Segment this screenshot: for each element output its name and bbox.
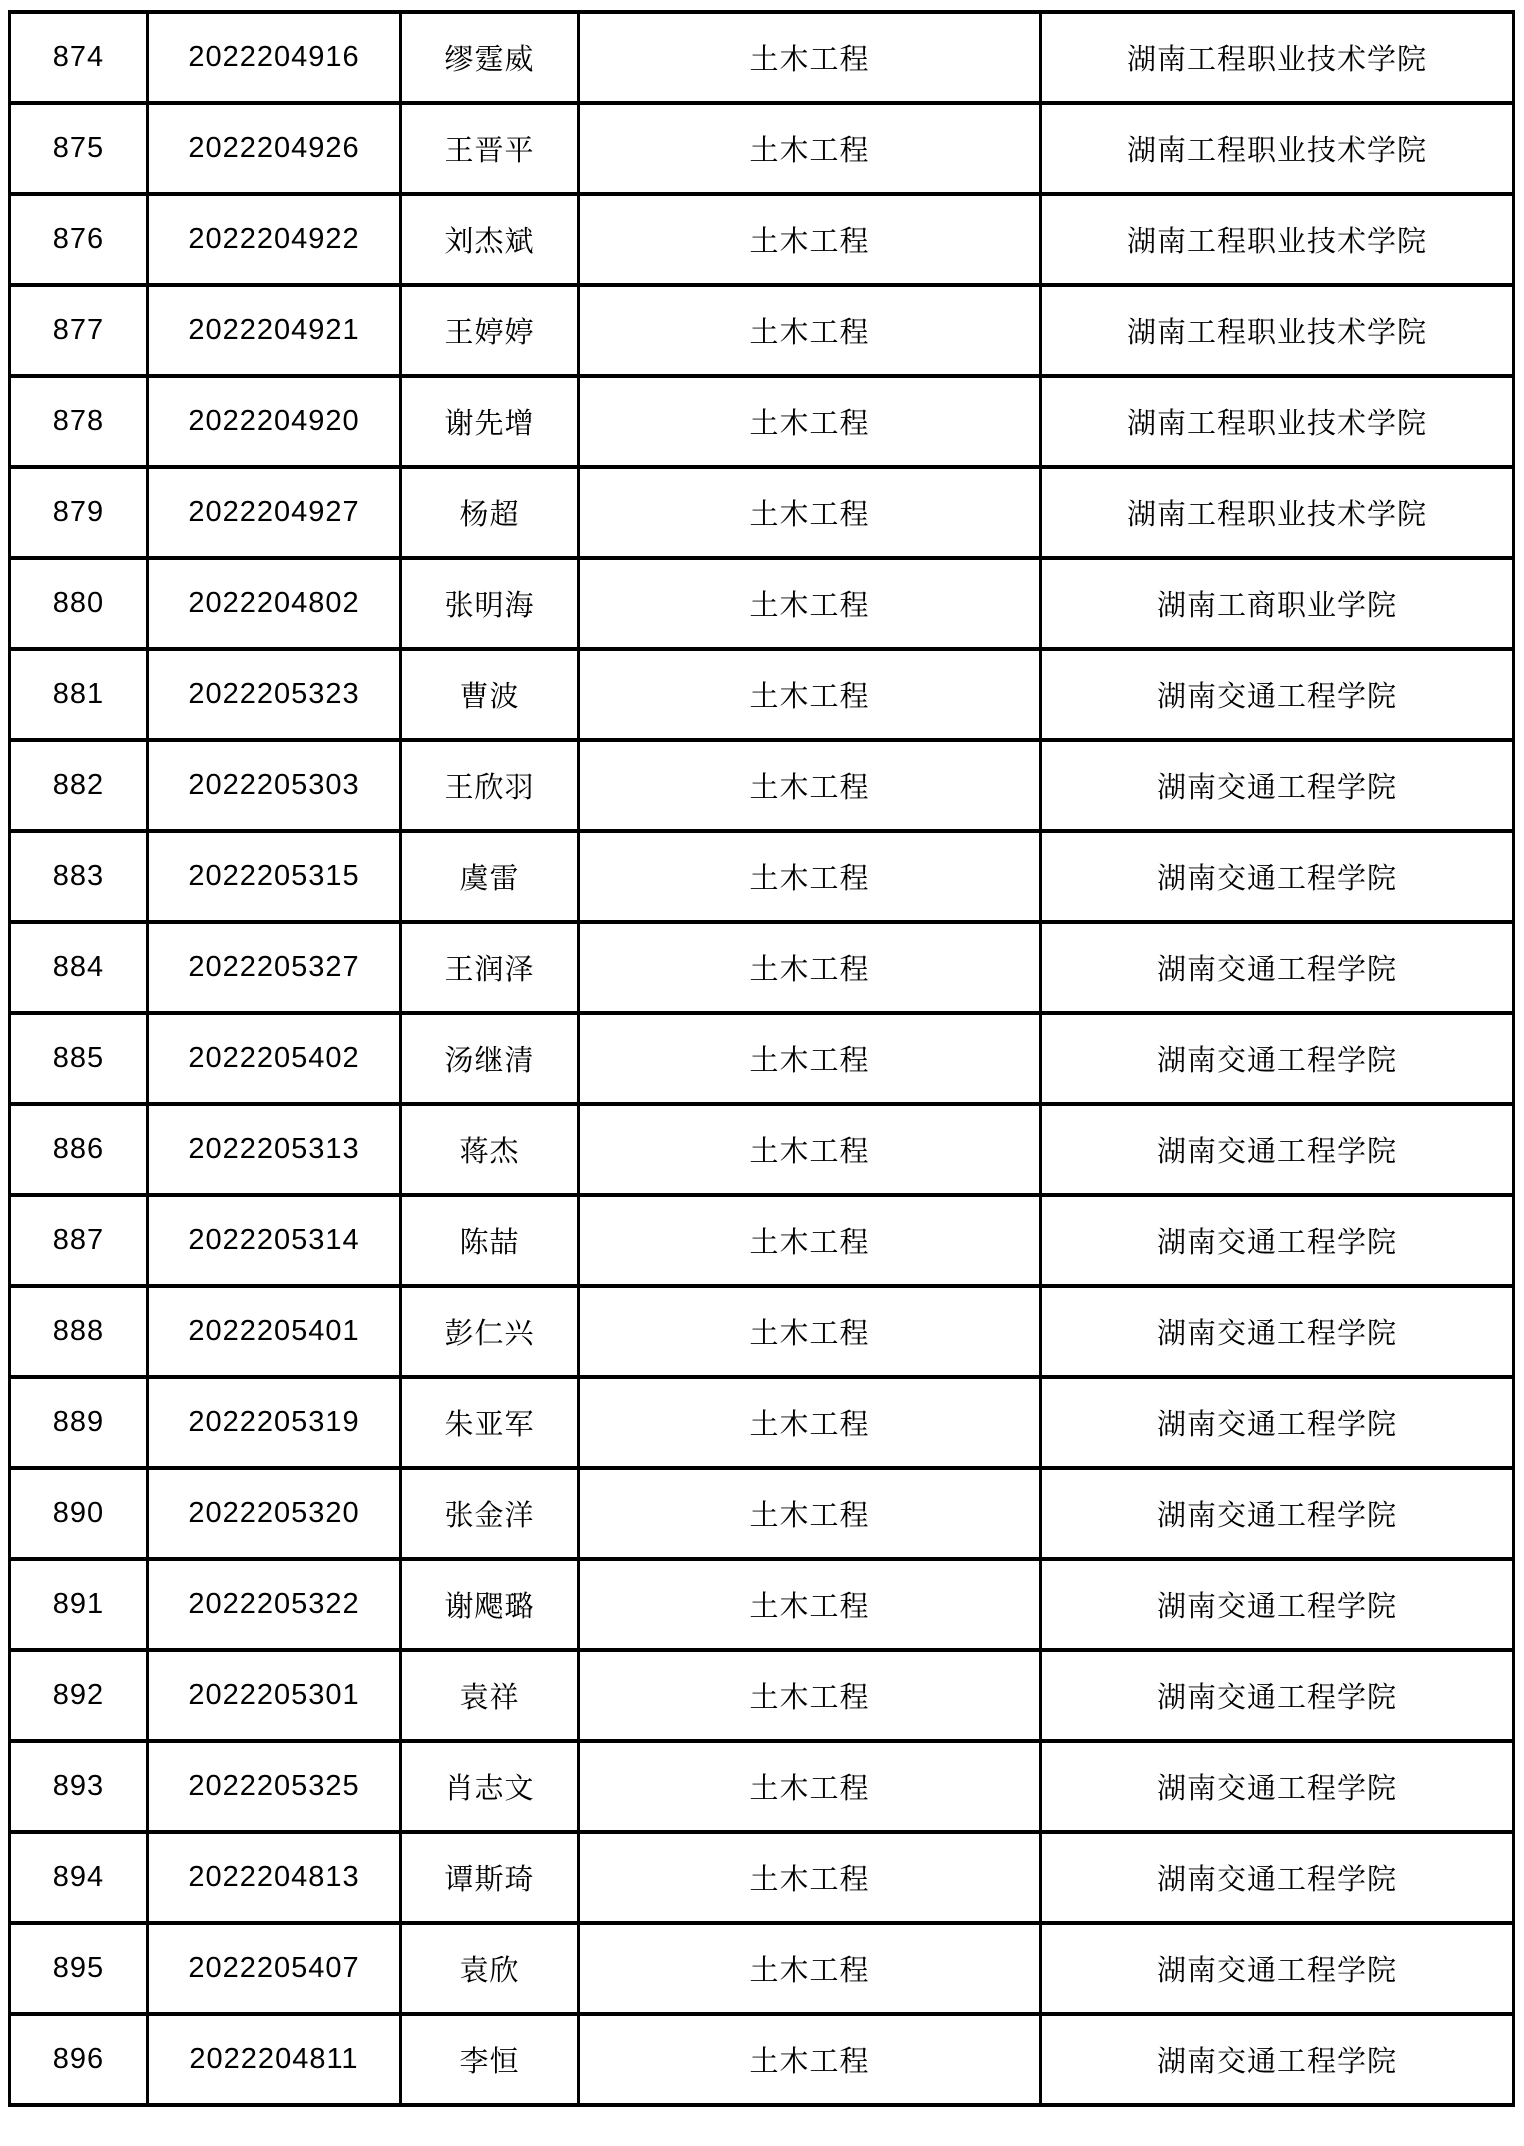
cell-school: 湖南交通工程学院 bbox=[1041, 740, 1514, 831]
cell-row-number: 879 bbox=[10, 467, 148, 558]
cell-school: 湖南交通工程学院 bbox=[1041, 1377, 1514, 1468]
cell-school: 湖南交通工程学院 bbox=[1041, 1195, 1514, 1286]
cell-major: 土木工程 bbox=[579, 467, 1041, 558]
cell-student-id: 2022204921 bbox=[148, 285, 401, 376]
cell-student-id: 2022204927 bbox=[148, 467, 401, 558]
table-row bbox=[10, 467, 1514, 558]
cell-student-id: 2022205327 bbox=[148, 922, 401, 1013]
cell-school: 湖南交通工程学院 bbox=[1041, 1286, 1514, 1377]
cell-student-name: 谢先增 bbox=[401, 376, 579, 467]
cell-school: 湖南工程职业技术学院 bbox=[1041, 376, 1514, 467]
table-row bbox=[10, 1377, 1514, 1468]
cell-student-name: 袁祥 bbox=[401, 1650, 579, 1741]
cell-school: 湖南交通工程学院 bbox=[1041, 1559, 1514, 1650]
cell-major: 土木工程 bbox=[579, 1013, 1041, 1104]
cell-major: 土木工程 bbox=[579, 1650, 1041, 1741]
cell-student-name: 陈喆 bbox=[401, 1195, 579, 1286]
cell-student-name: 李恒 bbox=[401, 2014, 579, 2105]
cell-student-name: 王婷婷 bbox=[401, 285, 579, 376]
cell-school: 湖南交通工程学院 bbox=[1041, 1923, 1514, 2014]
cell-student-name: 缪霆威 bbox=[401, 12, 579, 103]
cell-school: 湖南工程职业技术学院 bbox=[1041, 103, 1514, 194]
cell-row-number: 875 bbox=[10, 103, 148, 194]
cell-major: 土木工程 bbox=[579, 1286, 1041, 1377]
cell-row-number: 890 bbox=[10, 1468, 148, 1559]
cell-row-number: 891 bbox=[10, 1559, 148, 1650]
cell-row-number: 882 bbox=[10, 740, 148, 831]
cell-student-name: 谭斯琦 bbox=[401, 1832, 579, 1923]
cell-student-id: 2022205314 bbox=[148, 1195, 401, 1286]
cell-school: 湖南工程职业技术学院 bbox=[1041, 285, 1514, 376]
table-row bbox=[10, 285, 1514, 376]
cell-student-name: 虞雷 bbox=[401, 831, 579, 922]
cell-school: 湖南交通工程学院 bbox=[1041, 1104, 1514, 1195]
table-row bbox=[10, 103, 1514, 194]
table-row bbox=[10, 1832, 1514, 1923]
cell-student-id: 2022204811 bbox=[148, 2014, 401, 2105]
cell-row-number: 876 bbox=[10, 194, 148, 285]
cell-student-id: 2022204813 bbox=[148, 1832, 401, 1923]
cell-school: 湖南交通工程学院 bbox=[1041, 2014, 1514, 2105]
cell-major: 土木工程 bbox=[579, 376, 1041, 467]
table-row bbox=[10, 740, 1514, 831]
cell-student-id: 2022204926 bbox=[148, 103, 401, 194]
cell-row-number: 878 bbox=[10, 376, 148, 467]
cell-major: 土木工程 bbox=[579, 2014, 1041, 2105]
table-row bbox=[10, 649, 1514, 740]
student-table bbox=[8, 10, 1515, 2107]
cell-school: 湖南工程职业技术学院 bbox=[1041, 12, 1514, 103]
cell-major: 土木工程 bbox=[579, 740, 1041, 831]
cell-row-number: 880 bbox=[10, 558, 148, 649]
table-row bbox=[10, 1286, 1514, 1377]
cell-student-name: 王晋平 bbox=[401, 103, 579, 194]
cell-student-id: 2022205319 bbox=[148, 1377, 401, 1468]
cell-student-id: 2022205315 bbox=[148, 831, 401, 922]
cell-major: 土木工程 bbox=[579, 649, 1041, 740]
cell-student-name: 朱亚军 bbox=[401, 1377, 579, 1468]
table-row bbox=[10, 1559, 1514, 1650]
table-row bbox=[10, 1013, 1514, 1104]
table-row bbox=[10, 12, 1514, 103]
cell-major: 土木工程 bbox=[579, 1195, 1041, 1286]
table-row bbox=[10, 922, 1514, 1013]
cell-row-number: 889 bbox=[10, 1377, 148, 1468]
cell-student-name: 肖志文 bbox=[401, 1741, 579, 1832]
table-row bbox=[10, 1468, 1514, 1559]
cell-major: 土木工程 bbox=[579, 194, 1041, 285]
cell-student-name: 蒋杰 bbox=[401, 1104, 579, 1195]
cell-major: 土木工程 bbox=[579, 1741, 1041, 1832]
cell-student-id: 2022205323 bbox=[148, 649, 401, 740]
table-row bbox=[10, 1104, 1514, 1195]
cell-student-name: 王润泽 bbox=[401, 922, 579, 1013]
cell-student-id: 2022205313 bbox=[148, 1104, 401, 1195]
cell-student-id: 2022204916 bbox=[148, 12, 401, 103]
cell-school: 湖南交通工程学院 bbox=[1041, 1832, 1514, 1923]
cell-student-id: 2022205407 bbox=[148, 1923, 401, 2014]
cell-student-name: 袁欣 bbox=[401, 1923, 579, 2014]
cell-major: 土木工程 bbox=[579, 1468, 1041, 1559]
cell-school: 湖南交通工程学院 bbox=[1041, 1650, 1514, 1741]
cell-major: 土木工程 bbox=[579, 1104, 1041, 1195]
cell-student-name: 张金洋 bbox=[401, 1468, 579, 1559]
cell-major: 土木工程 bbox=[579, 103, 1041, 194]
cell-student-id: 2022205402 bbox=[148, 1013, 401, 1104]
cell-major: 土木工程 bbox=[579, 1559, 1041, 1650]
table-row bbox=[10, 1195, 1514, 1286]
cell-school: 湖南交通工程学院 bbox=[1041, 1013, 1514, 1104]
cell-row-number: 885 bbox=[10, 1013, 148, 1104]
cell-row-number: 881 bbox=[10, 649, 148, 740]
cell-student-name: 汤继清 bbox=[401, 1013, 579, 1104]
cell-row-number: 874 bbox=[10, 12, 148, 103]
cell-student-id: 2022205325 bbox=[148, 1741, 401, 1832]
table-row bbox=[10, 1923, 1514, 2014]
cell-row-number: 893 bbox=[10, 1741, 148, 1832]
cell-school: 湖南交通工程学院 bbox=[1041, 1741, 1514, 1832]
cell-student-name: 曹波 bbox=[401, 649, 579, 740]
cell-student-id: 2022205320 bbox=[148, 1468, 401, 1559]
cell-row-number: 883 bbox=[10, 831, 148, 922]
cell-student-name: 张明海 bbox=[401, 558, 579, 649]
cell-row-number: 894 bbox=[10, 1832, 148, 1923]
student-table-body bbox=[10, 12, 1514, 2105]
table-row bbox=[10, 376, 1514, 467]
cell-school: 湖南交通工程学院 bbox=[1041, 649, 1514, 740]
cell-row-number: 877 bbox=[10, 285, 148, 376]
cell-student-id: 2022204802 bbox=[148, 558, 401, 649]
cell-row-number: 884 bbox=[10, 922, 148, 1013]
cell-row-number: 895 bbox=[10, 1923, 148, 2014]
cell-major: 土木工程 bbox=[579, 1923, 1041, 2014]
cell-major: 土木工程 bbox=[579, 831, 1041, 922]
cell-major: 土木工程 bbox=[579, 1832, 1041, 1923]
cell-row-number: 888 bbox=[10, 1286, 148, 1377]
cell-student-id: 2022204922 bbox=[148, 194, 401, 285]
cell-student-id: 2022205322 bbox=[148, 1559, 401, 1650]
cell-row-number: 886 bbox=[10, 1104, 148, 1195]
cell-student-name: 王欣羽 bbox=[401, 740, 579, 831]
cell-major: 土木工程 bbox=[579, 922, 1041, 1013]
cell-row-number: 892 bbox=[10, 1650, 148, 1741]
cell-major: 土木工程 bbox=[579, 285, 1041, 376]
cell-student-id: 2022204920 bbox=[148, 376, 401, 467]
cell-student-id: 2022205301 bbox=[148, 1650, 401, 1741]
cell-school: 湖南工程职业技术学院 bbox=[1041, 194, 1514, 285]
cell-school: 湖南交通工程学院 bbox=[1041, 831, 1514, 922]
cell-row-number: 887 bbox=[10, 1195, 148, 1286]
cell-student-id: 2022205303 bbox=[148, 740, 401, 831]
cell-school: 湖南交通工程学院 bbox=[1041, 1468, 1514, 1559]
table-row bbox=[10, 831, 1514, 922]
cell-school: 湖南交通工程学院 bbox=[1041, 922, 1514, 1013]
table-row bbox=[10, 1650, 1514, 1741]
cell-major: 土木工程 bbox=[579, 558, 1041, 649]
cell-student-name: 谢飔璐 bbox=[401, 1559, 579, 1650]
cell-student-name: 杨超 bbox=[401, 467, 579, 558]
cell-school: 湖南工程职业技术学院 bbox=[1041, 467, 1514, 558]
cell-student-name: 彭仁兴 bbox=[401, 1286, 579, 1377]
table-row bbox=[10, 558, 1514, 649]
cell-row-number: 896 bbox=[10, 2014, 148, 2105]
table-row bbox=[10, 1741, 1514, 1832]
table-row bbox=[10, 194, 1514, 285]
cell-student-id: 2022205401 bbox=[148, 1286, 401, 1377]
cell-student-name: 刘杰斌 bbox=[401, 194, 579, 285]
cell-school: 湖南工商职业学院 bbox=[1041, 558, 1514, 649]
table-row bbox=[10, 2014, 1514, 2105]
cell-major: 土木工程 bbox=[579, 1377, 1041, 1468]
cell-major: 土木工程 bbox=[579, 12, 1041, 103]
